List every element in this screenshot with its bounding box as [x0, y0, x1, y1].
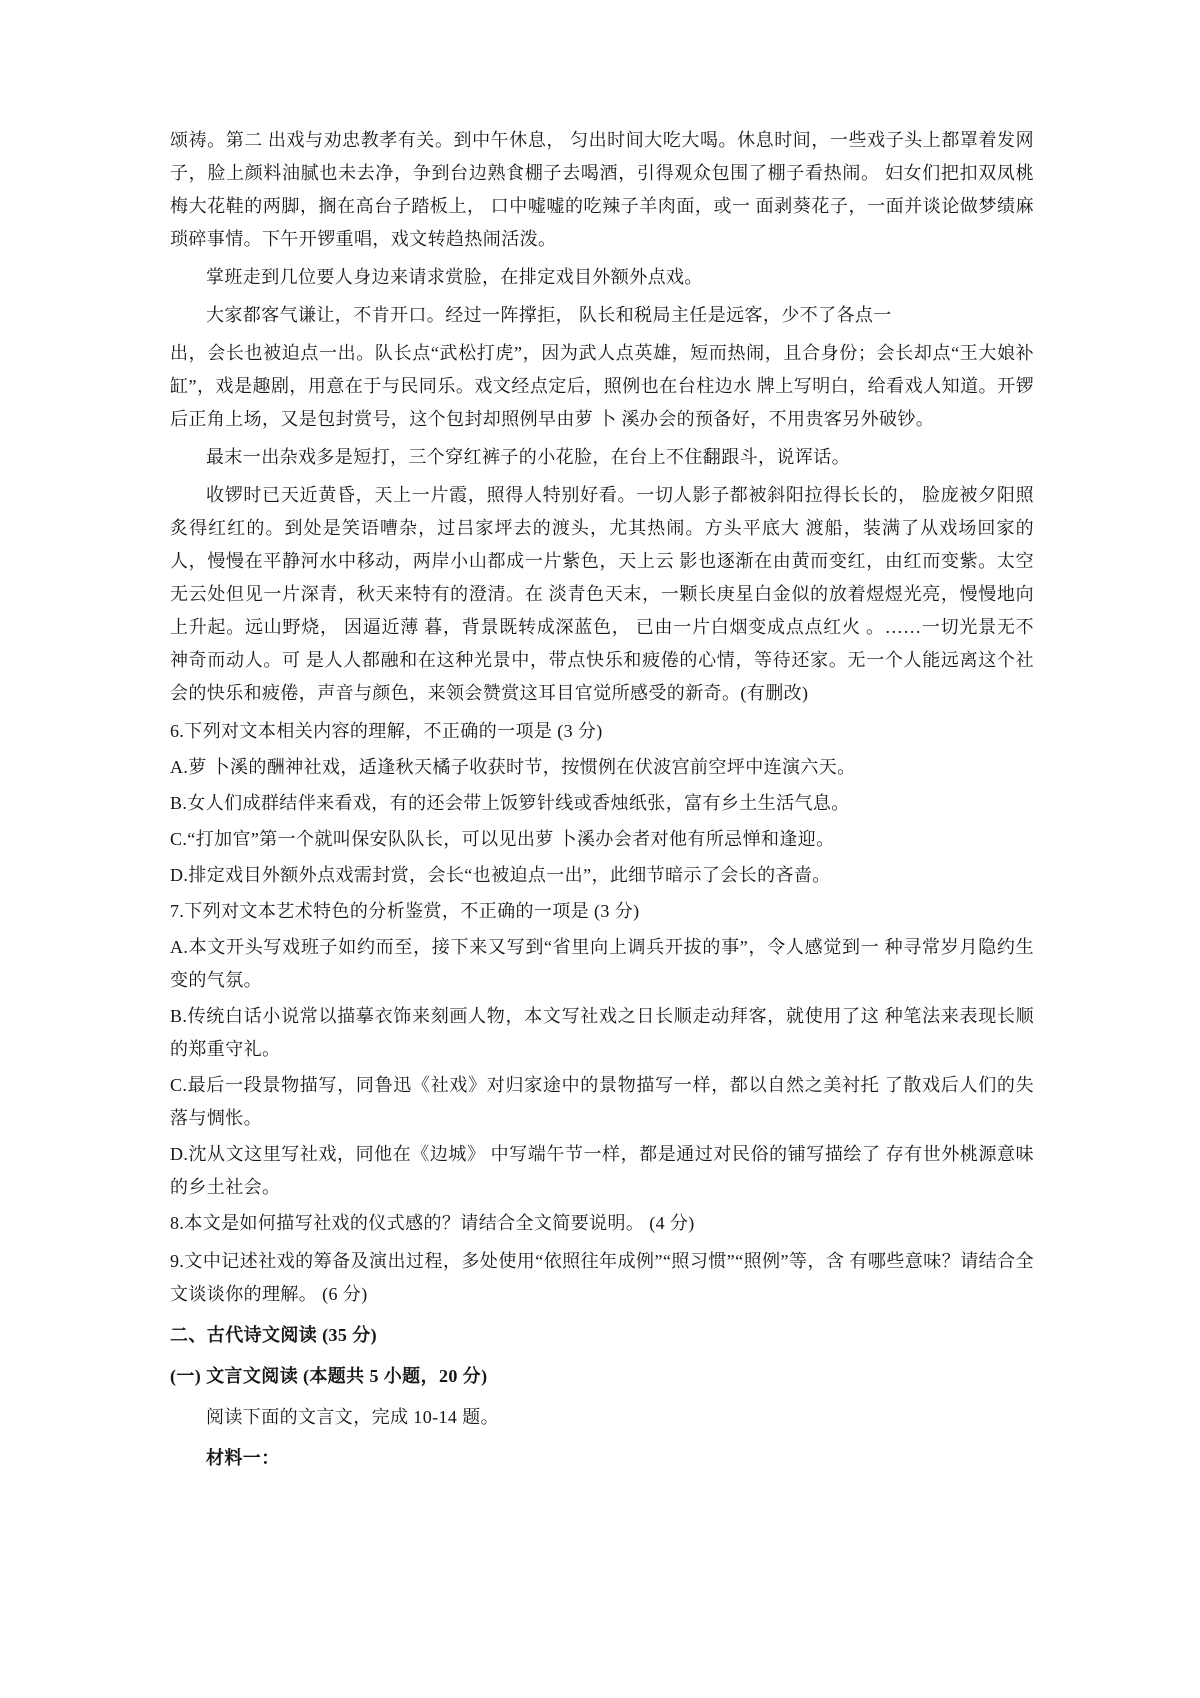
passage-paragraph-3: 大家都客气谦让，不肯开口。经过一阵撑拒， 队长和税局主任是远客，少不了各点一: [206, 305, 892, 325]
passage-paragraph-5: 最末一出杂戏多是短打，三个穿红裤子的小花脸，在台上不住翻跟斗，说诨话。: [206, 447, 850, 467]
passage-paragraph-4: 出，会长也被迫点一出。队长点“武松打虎”，因为武人点英雄，短而热闹，且合身份；会长却点“王大娘补缸”，戏是趣剧，用意在于与民同乐。戏文经点定后，照例也在台柱边水 牌上写明白，给看戏人知道。开锣后正角上场，又是包封赏号，这个包封却照例早由萝 卜 溪办会的预备好，不用贵客另外破钞。: [170, 343, 1034, 429]
section-heading-ancient-poetry: 二、古代诗文阅读 (35 分): [170, 1325, 377, 1345]
question-6-stem: 6.下列对文本相关内容的理解，不正确的一项是 (3 分): [170, 721, 603, 741]
passage-paragraph-2: 掌班走到几位要人身边来请求赏脸，在排定戏目外额外点戏。: [206, 267, 703, 287]
question-7-stem: 7.下列对文本艺术特色的分析鉴赏，不正确的一项是 (3 分): [170, 901, 640, 921]
material-one-label: 材料一：: [206, 1448, 280, 1468]
passage-paragraph-6: 收锣时已天近黄昏，天上一片霞，照得人特别好看。一切人影子都被斜阳拉得长长的， 脸庞被夕阳照炙得红红的。到处是笑语嘈杂，过吕家坪去的渡头，尤其热闹。方头平底大 渡船，装满了从戏场回家的人，慢慢在平静河水中移动，两岸小山都成一片紫色，天上云 影也逐渐在由黄而变红，由红而变紫。太空无云处但见一片深青，秋天来特有的澄清。在 淡青色天末，一颗长庚星白金似的放着煜煜光亮，慢慢地向上升起。远山野烧， 因逼近薄 暮，背景既转成深蓝色， 已由一片白烟变成点点红火 。……一切光景无不神奇而动人。可 是人人都融和在这种光景中，带点快乐和疲倦的心情，等待还家。无一个人能远离这个社 会的快乐和疲倦，声音与颜色，来领会赞赏这耳目官觉所感受的新奇。(有删改): [170, 485, 1034, 703]
subsection-heading-classical-prose: (一) 文言文阅读 (本题共 5 小题，20 分): [170, 1366, 488, 1386]
question-7-option-b: B.传统白话小说常以描摹衣饰来刻画人物，本文写社戏之日长顺走动拜客，就使用了这 种笔法来表现长顺的郑重守礼。: [170, 1006, 1034, 1059]
question-6-option-c: C.“打加官”第一个就叫保安队队长，可以见出萝 卜溪办会者对他有所忌惮和逢迎。: [170, 829, 835, 849]
question-7-option-d: D.沈从文这里写社戏，同他在《边城》 中写端午节一样，都是通过对民俗的铺写描绘了 存有世外桃源意味的乡土社会。: [170, 1144, 1034, 1197]
question-7-option-c: C.最后一段景物描写，同鲁迅《社戏》对归家途中的景物描写一样，都以自然之美衬托 了散戏后人们的失落与惆怅。: [170, 1075, 1034, 1128]
reading-instruction: 阅读下面的文言文，完成 10-14 题。: [206, 1407, 499, 1427]
question-7-option-a: A.本文开头写戏班子如约而至，接下来又写到“省里向上调兵开拔的事”，令人感觉到一 种寻常岁月隐约生变的气氛。: [170, 937, 1034, 990]
question-9: 9.文中记述社戏的筹备及演出过程，多处使用“依照往年成例”“照习惯”“照例”等，含 有哪些意味？请结合全文谈谈你的理解。 (6 分): [170, 1251, 1034, 1304]
question-6-option-b: B.女人们成群结伴来看戏，有的还会带上饭箩针线或香烛纸张，富有乡土生活气息。: [170, 793, 850, 813]
passage-paragraph-1: 颂祷。第二 出戏与劝忠教孝有关。到中午休息， 匀出时间大吃大喝。休息时间，一些戏子头上都罩着发网子，脸上颜料油腻也未去净，争到台边熟食棚子去喝酒，引得观众包围了棚子看热闹。 妇女们把扣双凤桃梅大花鞋的两脚，搁在高台子踏板上， 口中嘘嘘的吃辣子羊肉面，或一 面剥葵花子，一面并谈论做梦绩麻琐碎事情。下午开锣重唱，戏文转趋热闹活泼。: [170, 130, 1034, 249]
question-6-option-d: D.排定戏目外额外点戏需封赏，会长“也被迫点一出”，此细节暗示了会长的吝啬。: [170, 865, 831, 885]
question-6-option-a: A.萝 卜溪的酬神社戏，适逢秋天橘子收获时节，按惯例在伏波宫前空坪中连演六天。: [170, 757, 856, 777]
question-8: 8.本文是如何描写社戏的仪式感的？请结合全文简要说明。 (4 分): [170, 1213, 695, 1233]
